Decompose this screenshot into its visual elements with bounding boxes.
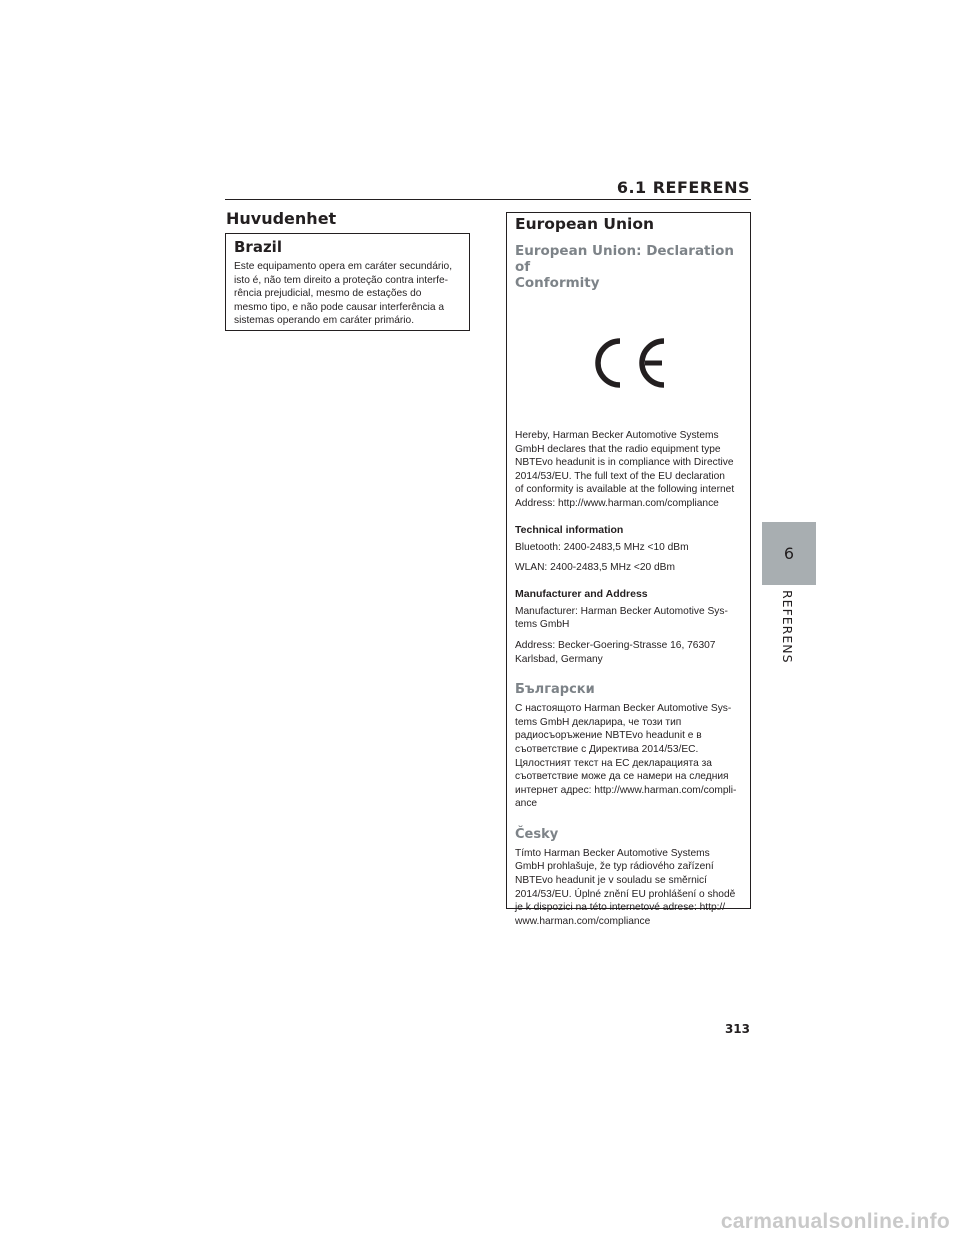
bulgarian-paragraph [515,702,742,811]
text-line: 2014/53/EU. The full text of the EU declaration [515,470,725,482]
text-line: радиосъоръжение NBTEvo headunit е в [515,730,702,742]
ce-mark-icon [584,333,670,393]
text-line: www.harman.com/compliance [515,915,651,927]
wlan-spec: WLAN: 2400-2483,5 MHz <20 dBm [515,562,675,574]
text-line: Address: Becker-Goering-Strasse 16, 76307 [515,639,716,651]
text-line: NBTEvo headunit is in compliance with Directive [515,457,734,469]
text-line: rência prejudicial, mesmo de estações do [234,288,422,300]
chapter-side-label: REFERENS [780,590,795,664]
technical-info-heading: Technical information [515,523,624,536]
brazil-notice-box [225,233,470,331]
text-line: Hereby, Harman Becker Automotive Systems [515,430,719,441]
text-line: European Union: Declaration of [515,243,735,275]
text-line: mesmo tipo, e não pode causar interferência a [234,301,445,313]
eu-declaration-subheading [515,243,742,291]
text-line: Manufacturer: Harman Becker Automotive Sys- [515,605,728,617]
text-line: съответствие може да се намери на следния [515,771,729,783]
text-line: интернет адрес: http://www.harman.com/compli- [515,784,737,796]
text-line: Conformity [515,275,600,291]
text-line: Este equipamento opera em caráter secundário, [234,261,453,272]
chapter-tab [762,522,816,585]
text-line: tems GmbH [515,619,570,631]
text-line: sistemas operando em caráter primário. [234,315,415,327]
text-line: of conformity is available at the following internet [515,484,735,496]
brazil-paragraph [234,260,461,328]
manufacturer-heading: Manufacturer and Address [515,587,648,600]
text-line: 2014/53/EU. Úplné znění EU prohlášení o shodě [515,888,736,900]
text-line: NBTEvo headunit je v souladu se směrnicí [515,875,707,887]
text-line: С настоящото Harman Becker Automotive Sys- [515,703,732,715]
brazil-heading: Brazil [234,238,282,256]
section-header: 6.1 REFERENS [616,178,750,197]
header-divider [225,199,751,200]
text-line: Karlsbad, Germany [515,653,603,665]
bluetooth-spec: Bluetooth: 2400-2483,5 MHz <10 dBm [515,541,689,553]
bulgarian-heading: Български [515,682,595,698]
text-line: ance [515,798,538,810]
text-line: Цялостният текст на ЕС декларацията за [515,757,712,769]
text-line: GmbH declares that the radio equipment type [515,443,721,455]
text-line: Address: http://www.harman.com/compliance [515,497,719,509]
eu-heading: European Union [515,215,655,233]
page-number: 313 [724,1022,750,1036]
text-line: Tímto Harman Becker Automotive Systems [515,847,710,859]
text-line: je k dispozici na této internetové adrese: http:// [515,902,726,914]
declaration-paragraph [515,429,742,511]
section-title: Huvudenhet [226,209,337,228]
eu-declaration-box [506,212,751,927]
czech-heading: Česky [515,826,559,842]
text-line: съответствие с Директива 2014/53/ЕС. [515,743,699,755]
manufacturer-paragraph [515,605,742,632]
ce-mark [511,297,742,429]
czech-paragraph [515,847,742,929]
text-line: tems GmbH декларира, че този тип [515,716,682,728]
chapter-tab-number: 6 [783,544,795,563]
text-line: GmbH prohlašuje, že typ rádiového zařízení [515,861,714,873]
text-line: isto é, não tem direito a proteção contra interfe- [234,274,449,286]
address-paragraph [515,639,742,666]
watermark: carmanualsonline.info [720,1210,950,1233]
